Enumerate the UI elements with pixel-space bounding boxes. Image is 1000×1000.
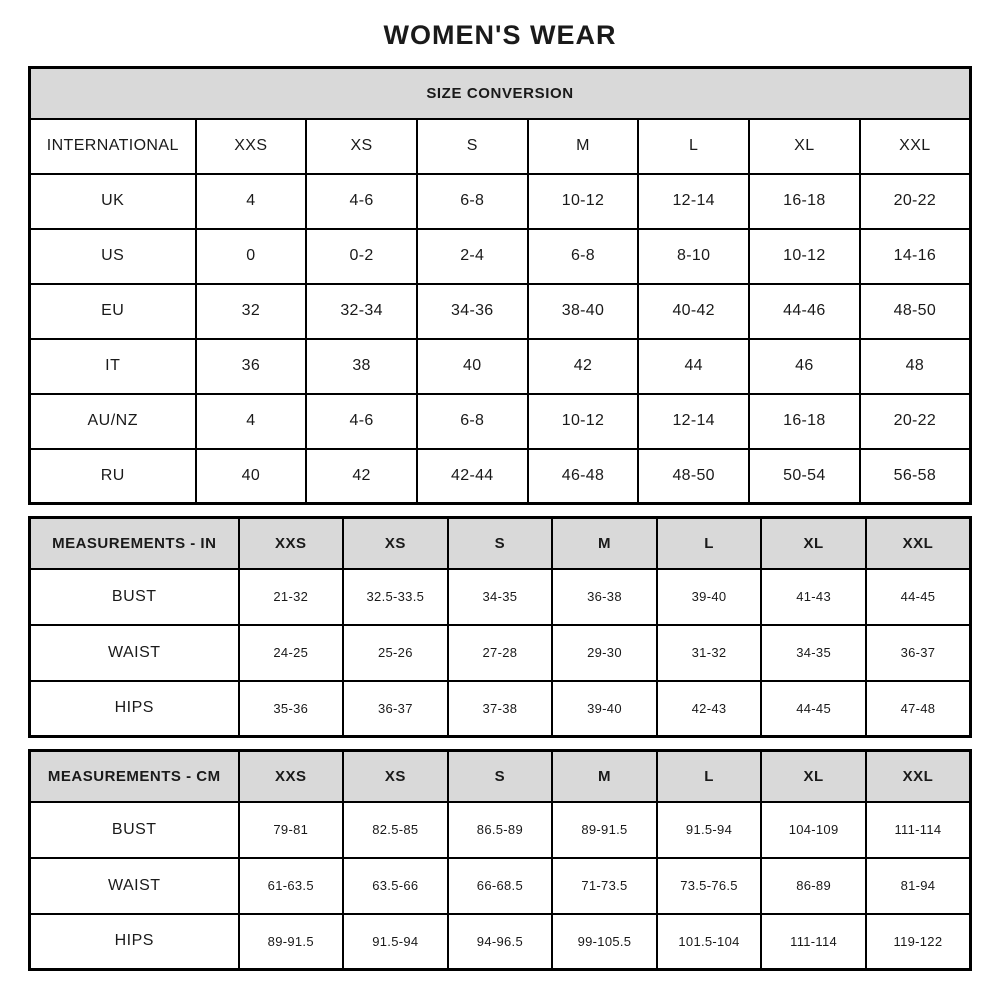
value-cell: 32 (196, 284, 307, 339)
table-row (30, 802, 971, 858)
size-column-header: M (552, 518, 657, 569)
size-column-header: S (417, 119, 528, 174)
value-cell: 44-45 (761, 681, 866, 737)
value-cell: 39-40 (552, 681, 657, 737)
size-column-header: XS (343, 518, 448, 569)
size-column-header: XXS (239, 751, 344, 802)
size-column-header: S (448, 751, 553, 802)
value-cell: 119-122 (866, 914, 971, 970)
value-cell: 38 (306, 339, 417, 394)
value-cell: 111-114 (866, 802, 971, 858)
value-cell: 38-40 (528, 284, 639, 339)
value-cell: 91.5-94 (657, 802, 762, 858)
value-cell: 12-14 (638, 394, 749, 449)
value-cell: 89-91.5 (552, 802, 657, 858)
size-column-header: XL (761, 751, 866, 802)
value-cell: 91.5-94 (343, 914, 448, 970)
value-cell: 2-4 (417, 229, 528, 284)
value-cell: 79-81 (239, 802, 344, 858)
table-row (30, 394, 971, 449)
value-cell: 10-12 (528, 394, 639, 449)
value-cell: 56-58 (860, 449, 971, 504)
value-cell: 86.5-89 (448, 802, 553, 858)
value-cell: 36 (196, 339, 307, 394)
value-cell: 42 (528, 339, 639, 394)
page-title: WOMEN'S WEAR (383, 20, 617, 50)
value-cell: 34-35 (448, 569, 553, 625)
size-column-header: L (657, 751, 762, 802)
value-cell: 10-12 (528, 174, 639, 229)
value-cell: 6-8 (417, 394, 528, 449)
row-label: BUST (30, 569, 239, 625)
value-cell: 40 (417, 339, 528, 394)
size-column-header: XL (761, 518, 866, 569)
value-cell: 25-26 (343, 625, 448, 681)
value-cell: 29-30 (552, 625, 657, 681)
value-cell: 6-8 (528, 229, 639, 284)
table-row (30, 681, 971, 737)
value-cell: 47-48 (866, 681, 971, 737)
table-row (30, 569, 971, 625)
value-cell: 42-43 (657, 681, 762, 737)
size-column-header: XXS (239, 518, 344, 569)
value-cell: 37-38 (448, 681, 553, 737)
value-cell: 32-34 (306, 284, 417, 339)
row-label: WAIST (30, 858, 239, 914)
value-cell: 63.5-66 (343, 858, 448, 914)
value-cell: 99-105.5 (552, 914, 657, 970)
value-cell: 40 (196, 449, 307, 504)
value-cell: 89-91.5 (239, 914, 344, 970)
banner-row (30, 68, 971, 119)
value-cell: 12-14 (638, 174, 749, 229)
value-cell: 0-2 (306, 229, 417, 284)
value-cell: 4 (196, 394, 307, 449)
table-row (30, 858, 971, 914)
row-label: WAIST (30, 625, 239, 681)
table-row (30, 339, 971, 394)
value-cell: 27-28 (448, 625, 553, 681)
value-cell: 104-109 (761, 802, 866, 858)
measurements-in-table (28, 516, 972, 738)
table-row (30, 284, 971, 339)
value-cell: 0 (196, 229, 307, 284)
table-banner: SIZE CONVERSION (30, 68, 971, 119)
value-cell: 4-6 (306, 394, 417, 449)
value-cell: 48-50 (860, 284, 971, 339)
row-label-header: MEASUREMENTS - IN (30, 518, 239, 569)
table-row (30, 625, 971, 681)
value-cell: 40-42 (638, 284, 749, 339)
table-row (30, 914, 971, 970)
value-cell: 48 (860, 339, 971, 394)
value-cell: 61-63.5 (239, 858, 344, 914)
value-cell: 21-32 (239, 569, 344, 625)
size-column-header: L (638, 119, 749, 174)
table-row (30, 174, 971, 229)
value-cell: 16-18 (749, 394, 860, 449)
value-cell: 42-44 (417, 449, 528, 504)
measurements-cm-table (28, 749, 972, 971)
value-cell: 14-16 (860, 229, 971, 284)
value-cell: 81-94 (866, 858, 971, 914)
value-cell: 4-6 (306, 174, 417, 229)
value-cell: 36-37 (866, 625, 971, 681)
row-label: UK (30, 174, 196, 229)
row-label: US (30, 229, 196, 284)
row-label-header: MEASUREMENTS - CM (30, 751, 239, 802)
row-label: AU/NZ (30, 394, 196, 449)
value-cell: 44 (638, 339, 749, 394)
size-column-header: XXL (866, 751, 971, 802)
value-cell: 86-89 (761, 858, 866, 914)
value-cell: 46 (749, 339, 860, 394)
value-cell: 36-37 (343, 681, 448, 737)
value-cell: 8-10 (638, 229, 749, 284)
row-label: HIPS (30, 681, 239, 737)
value-cell: 10-12 (749, 229, 860, 284)
size-column-header: M (552, 751, 657, 802)
value-cell: 31-32 (657, 625, 762, 681)
value-cell: 44-46 (749, 284, 860, 339)
value-cell: 41-43 (761, 569, 866, 625)
value-cell: 6-8 (417, 174, 528, 229)
row-label: RU (30, 449, 196, 504)
value-cell: 36-38 (552, 569, 657, 625)
value-cell: 66-68.5 (448, 858, 553, 914)
value-cell: 34-36 (417, 284, 528, 339)
value-cell: 32.5-33.5 (343, 569, 448, 625)
size-column-header: M (528, 119, 639, 174)
size-column-header: XL (749, 119, 860, 174)
value-cell: 42 (306, 449, 417, 504)
size-column-header: XXL (866, 518, 971, 569)
header-row (30, 751, 971, 802)
value-cell: 101.5-104 (657, 914, 762, 970)
table-row (30, 449, 971, 504)
size-column-header: XXL (860, 119, 971, 174)
value-cell: 16-18 (749, 174, 860, 229)
row-label: HIPS (30, 914, 239, 970)
value-cell: 4 (196, 174, 307, 229)
value-cell: 39-40 (657, 569, 762, 625)
value-cell: 46-48 (528, 449, 639, 504)
value-cell: 50-54 (749, 449, 860, 504)
row-label: BUST (30, 802, 239, 858)
row-label: EU (30, 284, 196, 339)
header-row (30, 119, 971, 174)
header-row (30, 518, 971, 569)
value-cell: 44-45 (866, 569, 971, 625)
size-column-header: S (448, 518, 553, 569)
value-cell: 82.5-85 (343, 802, 448, 858)
value-cell: 73.5-76.5 (657, 858, 762, 914)
size-column-header: XS (343, 751, 448, 802)
value-cell: 111-114 (761, 914, 866, 970)
value-cell: 35-36 (239, 681, 344, 737)
value-cell: 34-35 (761, 625, 866, 681)
value-cell: 20-22 (860, 174, 971, 229)
size-column-header: XS (306, 119, 417, 174)
row-label-header: INTERNATIONAL (30, 119, 196, 174)
size-column-header: L (657, 518, 762, 569)
value-cell: 94-96.5 (448, 914, 553, 970)
value-cell: 48-50 (638, 449, 749, 504)
size-conversion-table (28, 66, 972, 505)
row-label: IT (30, 339, 196, 394)
table-row (30, 229, 971, 284)
value-cell: 20-22 (860, 394, 971, 449)
size-column-header: XXS (196, 119, 307, 174)
value-cell: 71-73.5 (552, 858, 657, 914)
value-cell: 24-25 (239, 625, 344, 681)
